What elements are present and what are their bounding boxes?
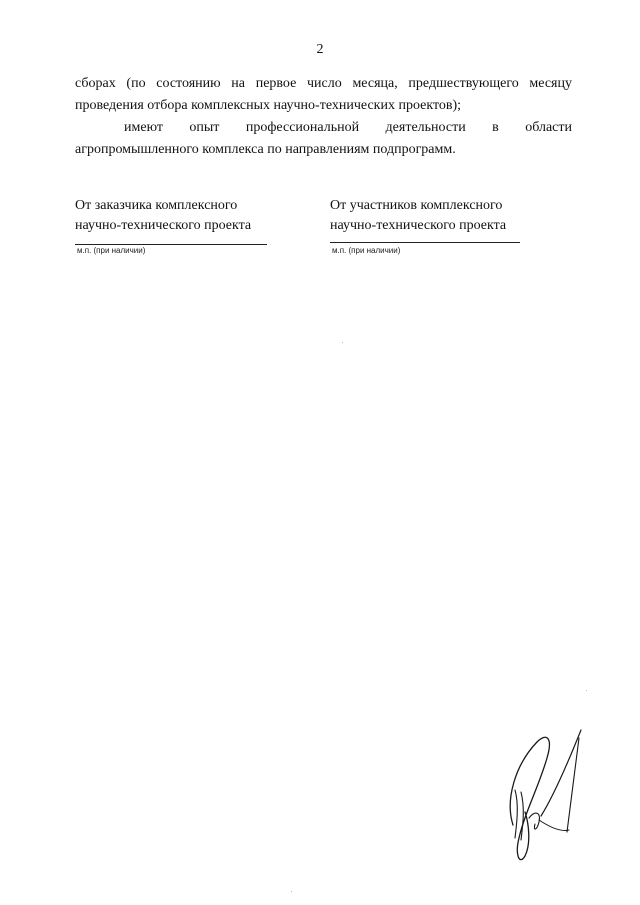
scan-speck [291, 891, 292, 892]
participants-signature-block [330, 196, 545, 236]
participants-signature-title-line-1: От участников комплексного [330, 198, 503, 213]
paragraph-2-line-2: агропромышленного комплекса по направлениям подпрограмм. [75, 142, 456, 157]
handwritten-signature [495, 720, 595, 870]
scan-speck [586, 690, 587, 691]
customer-stamp-label: м.п. (при наличии) [77, 246, 146, 255]
customer-signature-block [75, 196, 290, 236]
customer-signature-line [75, 244, 267, 245]
customer-signature-title-line-1: От заказчика комплексного [75, 198, 238, 213]
scan-speck [342, 342, 343, 343]
customer-signature-title-line-2: научно-технического проекта [75, 218, 252, 233]
participants-stamp-label: м.п. (при наличии) [332, 246, 401, 255]
participants-signature-title-line-2: научно-технического проекта [330, 218, 507, 233]
paragraph-1-line-1: сборах (по состоянию на первое число месяца, предшествующего месяцу [75, 76, 572, 91]
page-number: 2 [316, 42, 324, 57]
participants-signature-line [330, 242, 520, 243]
paragraph-2-line-1: имеют опыт профессиональной деятельности в области [124, 120, 572, 135]
paragraph-1-line-2: проведения отбора комплексных научно-технических проектов); [75, 98, 462, 113]
